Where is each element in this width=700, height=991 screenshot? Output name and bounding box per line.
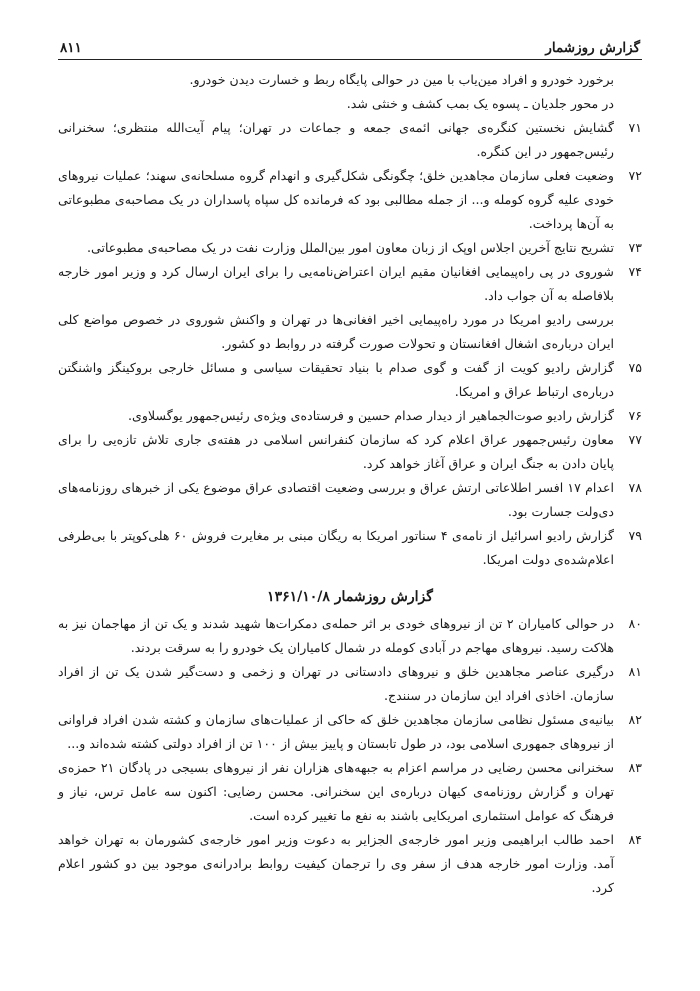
entry-77: [58, 428, 642, 476]
entry-text: اعدام ۱۷ افسر اطلاعاتی ارتش عراق و بررسی وضعیت اقتصادی عراق موضوع یکی از خبرهای روزنامه‌های دی‌ولت جسارت بود.: [58, 480, 614, 519]
entry-text: معاون رئیس‌جمهور عراق اعلام کرد که سازمان کنفرانس اسلامی در هفته‌ی جاری تلاش تازه‌یی را برای پایان دادن به جنگ ایران و عراق آغاز خواهد کرد.: [58, 432, 614, 471]
entry-number: ۷۵: [628, 360, 642, 375]
entry-text: وضعیت فعلی سازمان مجاهدین خلق؛ چگونگی شکل‌گیری و انهدام گروه مسلحانه‌ی سهند؛ عملیات نیروهای خودی علیه گروه کومله و... از جمله مطالبی بود که فرمانده کل سپاه پاسداران در یک مصاحبه‌ی مطبوعاتی به آن‌ها پرداخت.: [58, 168, 614, 231]
entry-text: در حوالی کامیاران ۲ تن از نیروهای خودی بر اثر حمله‌ی دمکرات‌ها شهید شدند و یک تن از مهاجمان نیز به هلاکت رسید. نیروهای مهاجم در آبادی کومله در شمال کامیاران یک خودرو را به سرقت بردند.: [58, 616, 614, 655]
entry-text: گزارش رادیو کویت از گفت و گوی صدام با بنیاد تحقیقات سیاسی و مسائل خارجی بروکینگز واشنگتن درباره‌ی ارتباط عراق و امریکا.: [58, 360, 614, 399]
continued-paragraph: [58, 68, 642, 116]
entry-75: [58, 356, 642, 404]
continued-line-1: برخورد خودرو و افراد مین‌یاب با مین در حوالی پایگاه ربط و خسارت دیدن خودرو.: [189, 72, 614, 87]
entry-number: ۸۳: [628, 760, 642, 775]
entry-74-continuation: بررسی رادیو امریکا در مورد راه‌پیمایی اخیر افغانی‌ها در تهران و واکنش شوروی در خصوص مواضع کلی ایران درباره‌ی اشغال افغانستان و تحولات صورت گرفته در روابط دو کشور.: [58, 312, 614, 351]
page-number: ۸۱۱: [60, 40, 82, 56]
entry-text: بیانیه‌ی مسئول نظامی سازمان مجاهدین خلق که حاکی از عملیات‌های سازمان و کشته شدن افراد فراوانی از نیروهای جمهوری اسلامی بود، در طول تابستان و پاییز بیش از ۱۰۰ تن از افراد دولتی کشته شده‌اند و...: [58, 712, 614, 751]
entry-71: [58, 116, 642, 164]
entry-80: [58, 612, 642, 660]
entry-number: ۷۶: [628, 408, 642, 423]
entry-84: [58, 828, 642, 900]
entry-text: شوروی در پی راه‌پیمایی افغانیان مقیم ایران اعتراض‌نامه‌یی را برای ایران ارسال کرد و وزیر امور خارجه بلافاصله به آن جواب داد.: [58, 264, 614, 303]
header-divider: [58, 59, 642, 60]
entry-number: ۷۷: [628, 432, 642, 447]
entry-text: تشریح نتایج آخرین اجلاس اوپک از زبان معاون امور بین‌الملل وزارت نفت در یک مصاحبه‌ی مطبوعاتی.: [86, 240, 614, 255]
entry-number: ۸۰: [628, 616, 642, 631]
entry-number: ۸۲: [628, 712, 642, 727]
entry-number: ۷۱: [628, 120, 642, 135]
entry-text: گزارش رادیو اسرائیل از نامه‌ی ۴ سناتور امریکا به ریگان مبنی بر مغایرت فروش ۶۰ هلی‌کوپتر با بی‌طرفی اعلام‌شده‌ی دولت امریکا.: [58, 528, 615, 567]
continued-line-2: در محور جلدیان ـ پسوه یک بمب کشف و خنثی شد.: [346, 96, 614, 111]
entry-text: سخنرانی محسن رضایی در مراسم اعزام به جبهه‌های هزاران نفر از نیروهای بسیجی در پادگان ۲۱ حمزه‌ی تهران و گزارش روزنامه‌ی کیهان درباره‌ی این سخنرانی. محسن رضایی: اکنون سه عامل ترس، نیاز و فرهنگ که عوامل استثماری امریکایی باشند به نفع ما تغییر کرده است.: [58, 760, 614, 823]
entry-text: درگیری عناصر مجاهدین خلق و نیروهای دادستانی در تهران و زخمی و دست‌گیر شدن یک تن از افراد سازمان. اخاذی افراد این سازمان در سنندج.: [58, 664, 614, 703]
entry-78: [58, 476, 642, 524]
section-heading: گزارش روزشمار ۱۳۶۱/۱۰/۸: [267, 589, 433, 605]
running-header: [60, 30, 640, 56]
page-body: [58, 68, 642, 900]
entry-74: [58, 260, 642, 308]
entry-number: ۷۲: [628, 168, 642, 183]
entry-number: ۸۱: [628, 664, 642, 679]
entry-number: ۷۴: [628, 264, 642, 279]
entry-number: ۷۳: [628, 240, 642, 255]
entry-81: [58, 660, 642, 708]
entry-73: [58, 236, 642, 260]
entry-number: ۷۸: [628, 480, 642, 495]
entry-text: گزارش رادیو صوت‌الجماهیر از دیدار صدام حسین و فرستاده‌ی ویژه‌ی رئیس‌جمهور یوگسلاوی.: [128, 408, 614, 423]
entry-number: ۸۴: [628, 832, 642, 847]
header-title: گزارش روزشمار: [545, 40, 640, 56]
entry-82: [58, 708, 642, 756]
entry-83: [58, 756, 642, 828]
entry-text: گشایش نخستین کنگره‌ی جهانی ائمه‌ی جمعه و جماعات در تهران؛ پیام آیت‌الله منتظری؛ سخنرانی رئیس‌جمهور در این کنگره.: [58, 120, 614, 159]
entry-72: [58, 164, 642, 236]
entry-79: [58, 524, 642, 572]
entry-text: احمد طالب ابراهیمی وزیر امور خارجه‌ی الجزایر به دعوت وزیر امور خارجه‌ی کشورمان به تهران خواهد آمد. وزارت امور خارجه هدف از سفر وی را ترجمان کیفیت روابط برادرانه‌ی موجود بین دو کشور اعلام کرد.: [58, 832, 614, 895]
entry-76: [58, 404, 642, 428]
entry-number: ۷۹: [628, 528, 642, 543]
